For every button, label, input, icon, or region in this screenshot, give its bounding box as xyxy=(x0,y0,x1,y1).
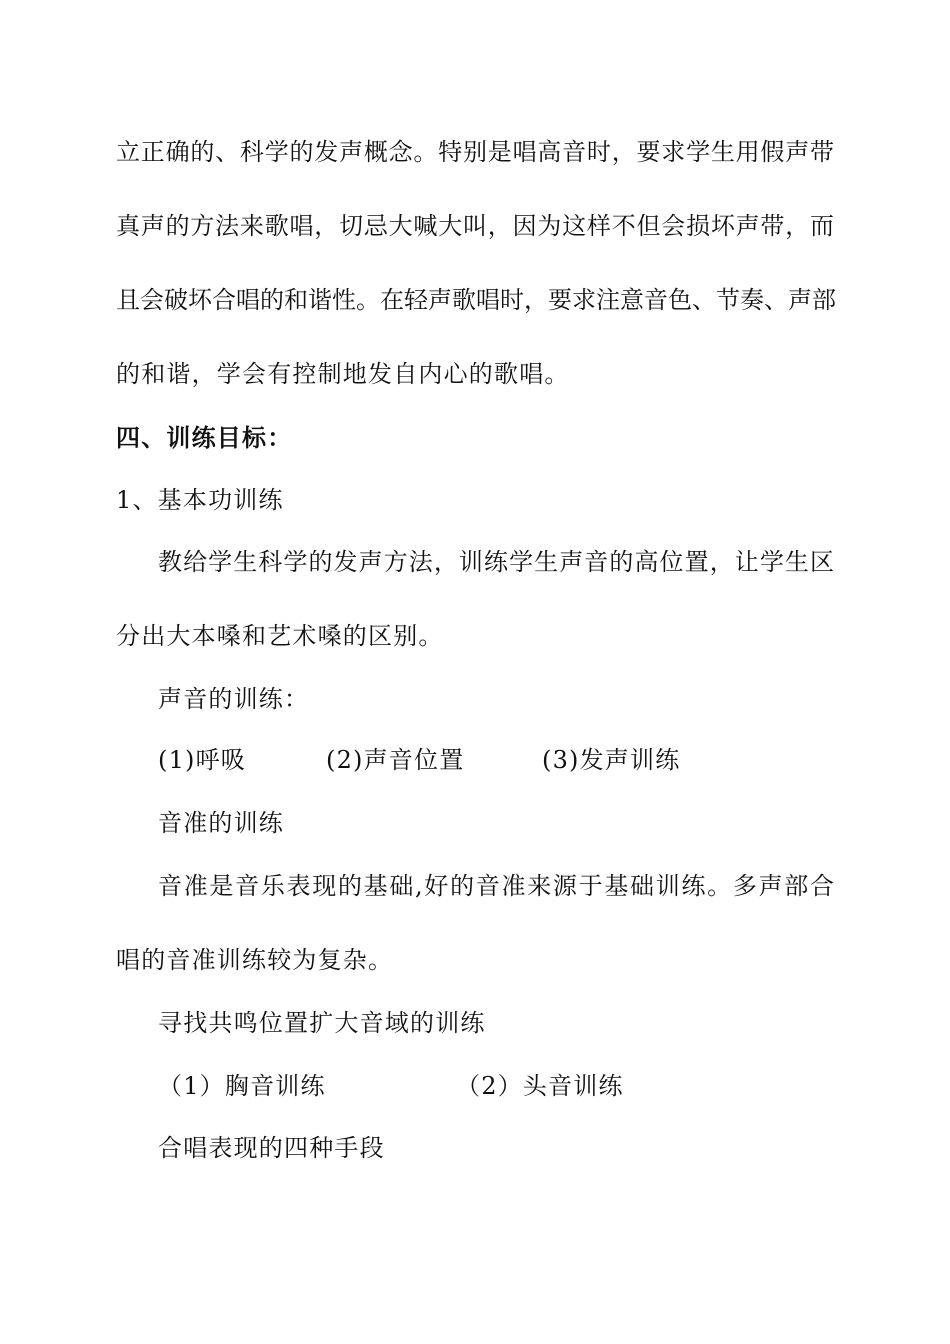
paragraph-line: 分出大本嗓和艺术嗓的区别。 xyxy=(116,622,444,650)
resonance-label: 寻找共鸣位置扩大音域的训练 xyxy=(158,1009,486,1037)
section-heading: 四、训练目标： xyxy=(116,424,293,452)
means-label: 合唱表现的四种手段 xyxy=(158,1134,385,1162)
list-item: (1)呼吸 xyxy=(158,746,246,774)
list-item: （1）胸音训练 xyxy=(158,1072,326,1100)
list-item: (2)声音位置 xyxy=(326,746,465,774)
paragraph-line: 的和谐，学会有控制地发自内心的歌唱。 xyxy=(116,360,570,388)
paragraph-line: 教给学生科学的发声方法，训练学生声音的高位置，让学生区 xyxy=(158,548,834,576)
paragraph-line: 音准是音乐表现的基础,好的音准来源于基础训练。多声部合 xyxy=(158,872,834,900)
paragraph-line: 唱的音准训练较为复杂。 xyxy=(116,946,394,974)
list-item: (3)发声训练 xyxy=(542,746,681,774)
paragraph-line: 真声的方法来歌唱，切忌大喊大叫，因为这样不但会损坏声带，而 xyxy=(116,212,834,240)
paragraph-line: 立正确的、科学的发声概念。特别是唱高音时，要求学生用假声带 xyxy=(116,138,834,166)
voice-training-label: 声音的训练： xyxy=(158,685,310,713)
subsection-heading: 1、基本功训练 xyxy=(116,486,284,514)
list-item: （2）头音训练 xyxy=(456,1072,624,1100)
pitch-label: 音准的训练 xyxy=(158,809,284,837)
resonance-items-row xyxy=(0,1071,950,1103)
paragraph-line: 且会破坏合唱的和谐性。在轻声歌唱时，要求注意音色、节奏、声部 xyxy=(116,286,836,314)
voice-items-row xyxy=(0,745,950,777)
